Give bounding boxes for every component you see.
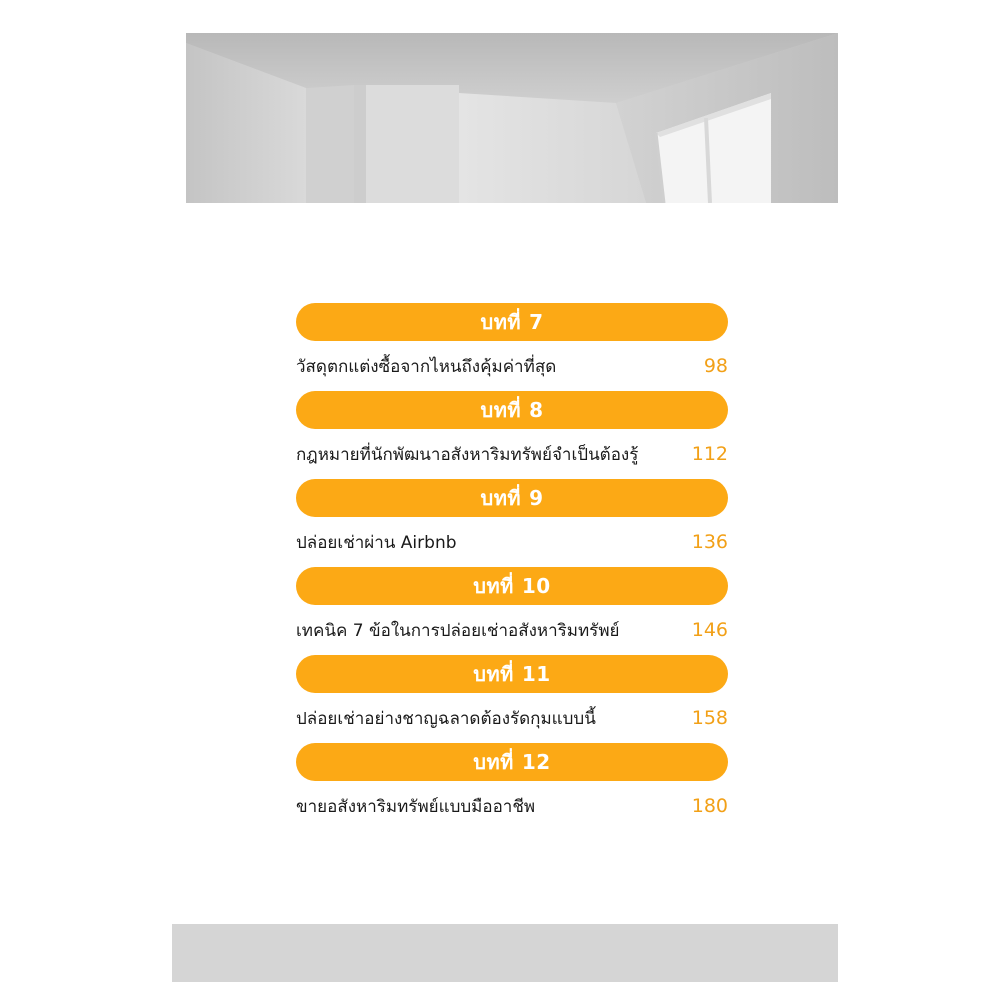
toc-entry[interactable]: [296, 517, 728, 567]
toc-entry-page: 136: [691, 531, 728, 553]
chapter-number: 11: [521, 662, 551, 686]
chapter-header: [296, 479, 728, 517]
chapter-header: [296, 391, 728, 429]
toc-entry-title: วัสดุตกแต่งซื้อจากไหนถึงคุ้มค่าที่สุด: [296, 356, 557, 377]
chapter-number: 12: [521, 750, 551, 774]
toc-entry-title: กฎหมายที่นักพัฒนาอสังหาริมทรัพย์จำเป็นต้องรู้: [296, 444, 639, 465]
toc-entry-page: 146: [691, 619, 728, 641]
chapter-number: 8: [529, 398, 544, 422]
chapter-number: 7: [529, 310, 544, 334]
toc-entry-page: 180: [691, 795, 728, 817]
chapter-header: [296, 743, 728, 781]
chapter-label: บทที่: [473, 750, 514, 774]
chapter-header: [296, 567, 728, 605]
toc-entry[interactable]: [296, 429, 728, 479]
room-photo: [186, 33, 838, 203]
toc-entry[interactable]: [296, 341, 728, 391]
chapter-label: บทที่: [473, 574, 514, 598]
toc-entry[interactable]: [296, 693, 728, 743]
footer-bar: [172, 924, 838, 982]
toc-entry[interactable]: [296, 605, 728, 655]
chapter-number: 9: [529, 486, 544, 510]
chapter-header: [296, 655, 728, 693]
toc-entry-page: 112: [691, 443, 728, 465]
chapter-number: 10: [521, 574, 551, 598]
toc-entry[interactable]: [296, 781, 728, 831]
toc-entry-title: ปล่อยเช่าอย่างชาญฉลาดต้องรัดกุมแบบนี้: [296, 708, 596, 729]
toc-entry-page: 158: [691, 707, 728, 729]
table-of-contents: [296, 303, 728, 831]
toc-entry-page: 98: [703, 355, 728, 377]
chapter-header: [296, 303, 728, 341]
toc-entry-title: ปล่อยเช่าผ่าน Airbnb: [296, 532, 457, 553]
chapter-label: บทที่: [480, 398, 522, 422]
chapter-label: บทที่: [480, 486, 522, 510]
chapter-label: บทที่: [473, 662, 514, 686]
toc-entry-title: ขายอสังหาริมทรัพย์แบบมืออาชีพ: [296, 796, 536, 817]
empty-room-illustration: [186, 33, 838, 203]
toc-entry-title: เทคนิค 7 ข้อในการปล่อยเช่าอสังหาริมทรัพย์: [296, 620, 620, 641]
chapter-label: บทที่: [480, 310, 522, 334]
